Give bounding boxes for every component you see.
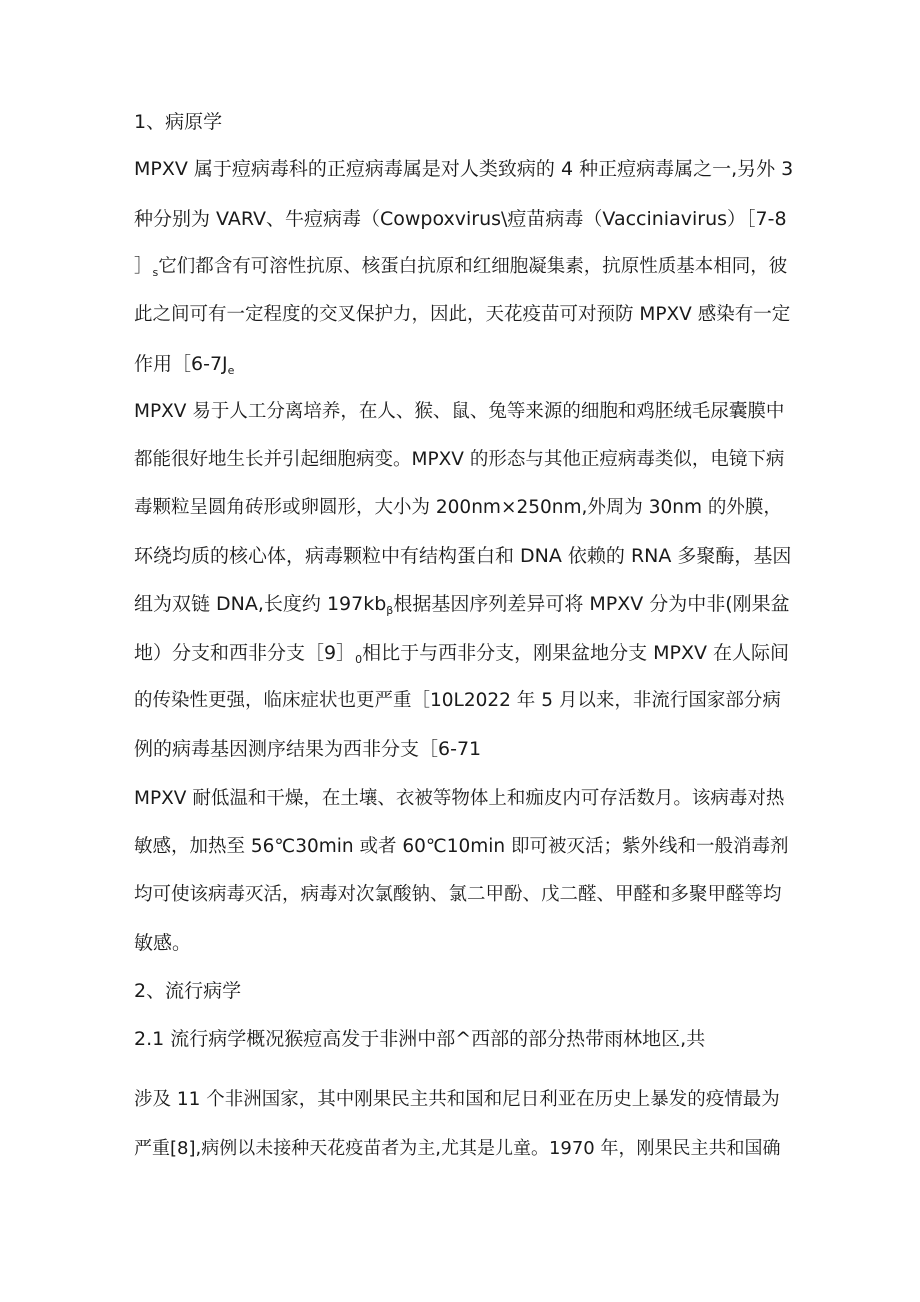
text-run: 地）分支和西非分支［9］ (134, 642, 356, 664)
paragraph-2-line-3: 毒颗粒呈圆角砖形或卵圆形，大小为 200nm×250nm,外周为 30nm 的外膜， (134, 497, 782, 518)
subscript-mark: β (386, 604, 394, 617)
paragraph-2-line-5 (134, 591, 794, 624)
paragraph-3-line-3: 均可使该病毒灭活，病毒对次氯酸钠、氯二甲酚、戊二醛、甲醛和多聚甲醛等均 (134, 884, 782, 905)
paragraph-3-line-1: MPXV 耐低温和干燥，在土壤、衣被等物体上和痂皮内可存活数月。该病毒对热 (134, 788, 785, 809)
text-run: 根据基因序列差异可将 MPXV 分为中非(刚果盆 (393, 593, 790, 615)
text-run: 组为双链 DNA,长度约 197kb (134, 593, 387, 615)
paragraph-4-line-1: 2.1 流行病学概况猴痘高发于非洲中部^西部的部分热带雨林地区,共 (134, 1028, 706, 1050)
paragraph-2-line-7: 的传染性更强，临床症状也更严重［10L2022 年 5 月以来，非流行国家部分病 (134, 690, 781, 711)
paragraph-3-line-2: 敏感，加热至 56℃30min 或者 60℃10min 即可被灭活；紫外线和一般消毒剂 (134, 836, 789, 857)
paragraph-2-line-4: 环绕均质的核心体，病毒颗粒中有结构蛋白和 DNA 依赖的 RNA 多聚酶，基因 (134, 545, 792, 567)
text-run: 相比于与西非分支，刚果盆地分支 MPXV 在人际间 (362, 642, 790, 664)
paragraph-1-line-5 (134, 351, 794, 384)
paragraph-3-line-4: 敏感。 (134, 932, 192, 954)
text-run: 作用［6-7J (134, 353, 228, 375)
paragraph-1-line-3 (134, 254, 794, 286)
subscript-mark: s (152, 266, 159, 279)
paragraph-2-line-2: 都能很好地生长并引起细胞病变。MPXV 的形态与其他正痘病毒类似，电镜下病 (134, 449, 785, 470)
paragraph-5-line-1: 涉及 11 个非洲国家，其中刚果民主共和国和尼日利亚在历史上暴发的疫情最为 (134, 1089, 780, 1110)
section-heading-pathogen: 1、病原学 (134, 111, 223, 133)
paragraph-1-line-2: 种分别为 VARV、牛痘病毒（Cowpoxvirus\痘苗病毒（Vacciniavirus）［7-8 (134, 208, 787, 230)
paragraph-2-line-8: 例的病毒基因测序结果为西非分支［6-71 (134, 738, 482, 760)
paragraph-1-line-1: MPXV 属于痘病毒科的正痘病毒属是对人类致病的 4 种正痘病毒属之一,另外 3 (134, 158, 794, 180)
paragraph-1-line-4: 此之间可有一定程度的交叉保护力，因此，天花疫苗可对预防 MPXV 感染有一定 (134, 304, 791, 325)
paragraph-2-line-6 (134, 640, 794, 673)
section-heading-epidemiology: 2、流行病学 (134, 980, 242, 1002)
paragraph-2-line-1: MPXV 易于人工分离培养，在人、猴、鼠、兔等来源的细胞和鸡胚绒毛尿囊膜中 (134, 401, 785, 422)
text-run: 它们都含有可溶性抗原、核蛋白抗原和红细胞凝集素，抗原性质基本相同，彼 (158, 256, 788, 277)
bracket-close: ］ (134, 256, 153, 277)
subscript-mark: e (227, 364, 235, 377)
paragraph-5-line-2: 严重[8],病例以未接种天花疫苗者为主,尤其是儿童。1970 年，刚果民主共和国确 (134, 1138, 781, 1159)
subscript-mark: 0 (355, 653, 363, 666)
